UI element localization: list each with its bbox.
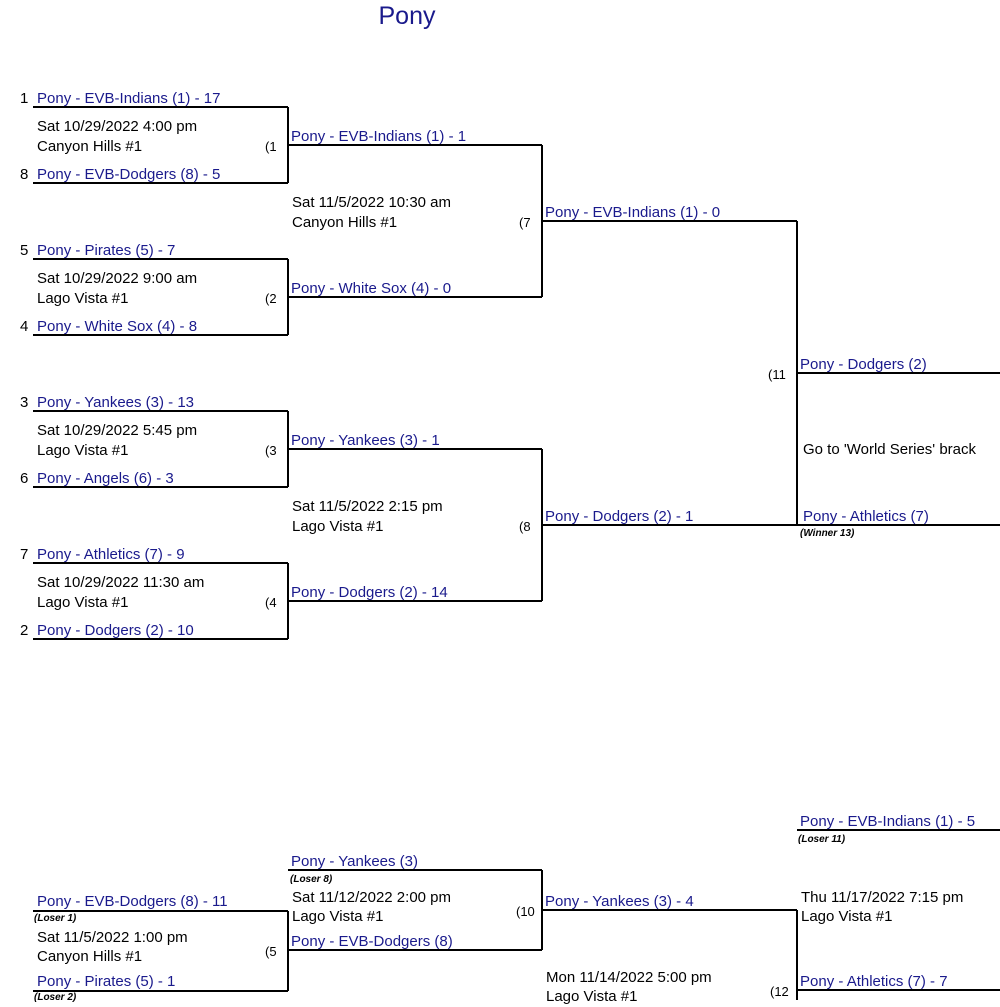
team-link[interactable]: Pony - EVB-Indians (1) - 17 [37,90,221,107]
team-link[interactable]: Pony - Dodgers (2) - 1 [545,508,694,525]
world-series-link[interactable]: Go to 'World Series' brack [803,441,977,458]
game-date: Sat 10/29/2022 9:00 am [37,270,198,287]
game-number: (1 [265,139,277,154]
team-link[interactable]: Pony - Dodgers (2) - 10 [37,622,194,639]
source-note: (Winner 13) [800,528,855,539]
game-venue: Lago Vista #1 [292,908,384,925]
seed-number: 5 [20,242,29,259]
seed-number: 7 [20,546,29,563]
game-number: (8 [519,519,531,534]
game-number: (3 [265,443,277,458]
seed-number: 2 [20,622,29,639]
team-link[interactable]: Pony - Athletics (7) - 7 [800,973,948,990]
team-link[interactable]: Pony - White Sox (4) - 0 [291,280,452,297]
game-number: (2 [265,291,277,306]
game-number: (4 [265,595,277,610]
team-link[interactable]: Pony - Dodgers (2) - 14 [291,584,448,601]
game-date: Sat 10/29/2022 11:30 am [37,574,205,591]
team-link[interactable]: Pony - EVB-Dodgers (8) [291,933,453,950]
team-link[interactable]: Pony - Pirates (5) - 7 [37,242,176,259]
team-link[interactable]: Pony - Pirates (5) - 1 [37,973,176,990]
game-venue: Canyon Hills #1 [292,214,398,231]
page-title: Pony [378,2,436,30]
game-date: Sat 11/5/2022 2:15 pm [292,498,443,515]
game-venue: Lago Vista #1 [37,290,129,307]
game-number: (7 [519,215,531,230]
game-number: (12 [770,984,789,999]
game-venue: Lago Vista #1 [546,988,638,1005]
game-venue: Lago Vista #1 [801,908,893,925]
game-venue: Lago Vista #1 [37,594,129,611]
game-venue: Lago Vista #1 [37,442,129,459]
game-date: Sat 11/12/2022 2:00 pm [292,889,452,906]
seed-number: 1 [20,90,29,107]
source-note: (Loser 8) [290,874,333,885]
source-note: (Loser 11) [798,834,846,845]
game-number: (5 [265,944,277,959]
game-number: (10 [516,904,535,919]
seed-number: 6 [20,470,29,487]
team-link[interactable]: Pony - EVB-Indians (1) - 1 [291,128,467,145]
team-link[interactable]: Pony - Athletics (7) [803,508,929,525]
game-number: (11 [768,367,786,382]
seed-number: 3 [20,394,29,411]
team-link[interactable]: Pony - Yankees (3) - 1 [291,432,440,449]
game-date: Sat 10/29/2022 4:00 pm [37,118,198,135]
game-date: Thu 11/17/2022 7:15 pm [801,889,964,906]
source-note: (Loser 1) [34,913,77,924]
team-link[interactable]: Pony - Angels (6) - 3 [37,470,174,487]
team-link[interactable]: Pony - EVB-Dodgers (8) - 11 [37,893,228,910]
game-date: Sat 10/29/2022 5:45 pm [37,422,198,439]
team-link[interactable]: Pony - Dodgers (2) [800,356,927,373]
game-date: Sat 11/5/2022 10:30 am [292,194,452,211]
seed-number: 8 [20,166,29,183]
team-link[interactable]: Pony - EVB-Dodgers (8) - 5 [37,166,221,183]
game-venue: Lago Vista #1 [292,518,384,535]
game-venue: Canyon Hills #1 [37,138,143,155]
seed-number: 4 [20,318,29,335]
game-date: Mon 11/14/2022 5:00 pm [546,969,712,986]
team-link[interactable]: Pony - Yankees (3) - 13 [37,394,195,411]
source-note: (Loser 2) [34,992,77,1003]
game-venue: Canyon Hills #1 [37,948,143,965]
team-link[interactable]: Pony - EVB-Indians (1) - 0 [545,204,721,221]
team-link[interactable]: Pony - Yankees (3) [291,853,419,870]
team-link[interactable]: Pony - Yankees (3) - 4 [545,893,694,910]
team-link[interactable]: Pony - EVB-Indians (1) - 5 [800,813,976,830]
team-link[interactable]: Pony - Athletics (7) - 9 [37,546,185,563]
team-link[interactable]: Pony - White Sox (4) - 8 [37,318,198,335]
game-date: Sat 11/5/2022 1:00 pm [37,929,188,946]
